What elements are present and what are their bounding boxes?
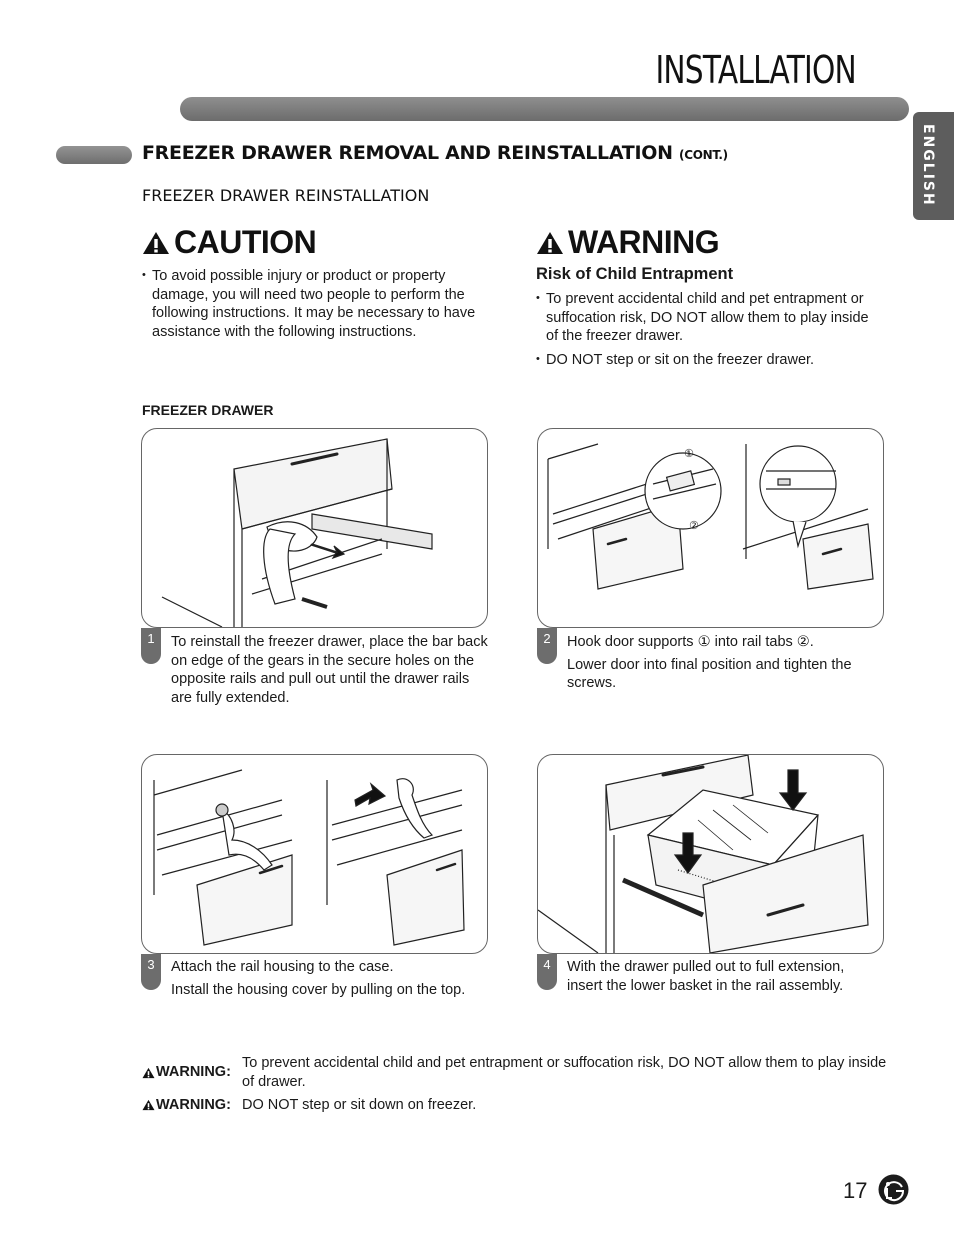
step-1-text — [171, 633, 491, 711]
footer-warning-label — [142, 1096, 242, 1115]
step-2-text — [567, 633, 882, 697]
footer-warning-label-text: WARNING: — [156, 1097, 231, 1113]
callout-1: ① — [684, 447, 694, 460]
lg-logo-icon — [878, 1174, 909, 1205]
figures-label: FREEZER DRAWER — [142, 402, 274, 418]
callout-2: ② — [689, 519, 699, 532]
drawer-rail-illustration — [142, 429, 487, 627]
rail-housing-illustration — [142, 755, 487, 953]
language-tab-label: ENGLISH — [920, 124, 936, 207]
caution-heading-text: CAUTION — [174, 224, 317, 260]
warning-block — [536, 224, 881, 374]
step-line: Lower door into final position and tighten the screws. — [567, 656, 852, 691]
step-line: Hook door supports ① into rail tabs ②. — [567, 634, 814, 650]
figure-step-1 — [141, 428, 488, 628]
warning-heading-text: WARNING — [568, 224, 720, 260]
warning-item: • DO NOT step or sit on the freezer drawer. — [536, 351, 881, 370]
language-tab — [913, 112, 954, 220]
figure-step-2 — [537, 428, 884, 628]
footer-warnings — [142, 1054, 902, 1115]
footer-warning-text: DO NOT step or sit down on freezer. — [242, 1097, 477, 1113]
subsection-title: FREEZER DRAWER REINSTALLATION — [142, 186, 430, 205]
section-title-text: FREEZER DRAWER REMOVAL AND REINSTALLATION — [142, 142, 673, 164]
footer-warning-row — [142, 1096, 902, 1115]
section-pill — [56, 146, 132, 164]
section-title — [142, 142, 728, 164]
step-number: 1 — [141, 628, 161, 664]
warning-triangle-icon — [142, 1067, 155, 1079]
footer-warning-label — [142, 1054, 242, 1091]
warning-triangle-icon — [142, 230, 170, 256]
caution-block — [142, 224, 504, 346]
step-number: 3 — [141, 954, 161, 990]
step-number: 4 — [537, 954, 557, 990]
figure-step-4 — [537, 754, 884, 954]
warning-triangle-icon — [536, 230, 564, 256]
footer-warning-row — [142, 1054, 902, 1091]
step-3-text — [171, 958, 491, 1003]
basket-insert-illustration — [538, 755, 883, 953]
caution-item: • To avoid possible injury or product or property damage, you will need two people to perform the following instructions. It may be necessary to have assistance with the following instructions. — [142, 267, 504, 341]
footer-warning-text: To prevent accidental child and pet entrapment or suffocation risk, DO NOT allow them to play inside of drawer. — [242, 1055, 887, 1090]
step-line: Attach the rail housing to the case. — [171, 959, 394, 975]
figure-step-3 — [141, 754, 488, 954]
door-support-illustration — [538, 429, 883, 627]
caution-list — [142, 267, 504, 341]
caution-heading — [142, 224, 504, 261]
step-number: 2 — [537, 628, 557, 664]
risk-title: Risk of Child Entrapment — [536, 265, 734, 283]
step-line: With the drawer pulled out to full extension, insert the lower basket in the rail assembly. — [567, 959, 845, 994]
step-line: To reinstall the freezer drawer, place the bar back on edge of the gears in the secure holes on the opposite rails and pull out until the drawer rails are fully extended. — [171, 634, 488, 706]
page-title: INSTALLATION — [655, 48, 856, 92]
page-number: 17 — [843, 1178, 868, 1203]
step-4-text — [567, 958, 882, 999]
warning-item: • To prevent accidental child and pet entrapment or suffocation risk, DO NOT allow them to play inside of the freezer drawer. — [536, 290, 881, 346]
warning-heading — [536, 224, 881, 261]
section-title-suffix: (CONT.) — [679, 148, 728, 162]
warning-list — [536, 290, 881, 369]
step-line: Install the housing cover by pulling on the top. — [171, 981, 466, 998]
footer-warning-label-text: WARNING: — [156, 1064, 231, 1081]
warning-triangle-icon — [142, 1099, 155, 1111]
header-bar — [180, 97, 909, 121]
